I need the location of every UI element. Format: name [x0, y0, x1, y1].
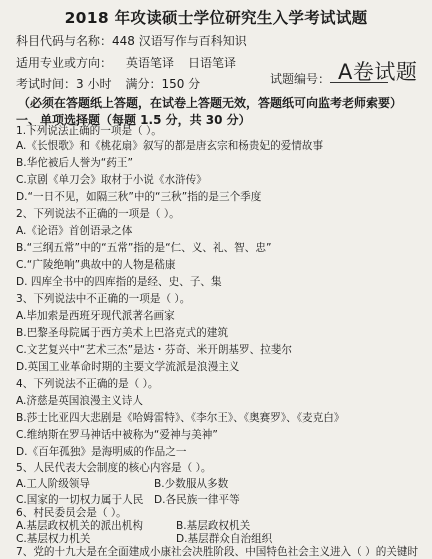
- question-5-option-d: D.各民族一律平等: [154, 494, 240, 506]
- subject-line: 科目代码与名称：448 汉语写作与百科知识: [16, 34, 247, 48]
- question-1-option-a: A.《长恨歌》和《桃花扇》叙写的都是唐玄宗和杨贵妃的爱情故事: [16, 140, 324, 152]
- major-label: 适用专业或方向：: [16, 56, 113, 70]
- question-1-option-b: B.华佗被后人誉为“药王”: [16, 157, 133, 169]
- question-3-option-c: C.文艺复兴中“艺术三杰”是达・芬奇、米开朗基罗、拉斐尔: [16, 344, 292, 356]
- question-3-option-a: A.毕加索是西班牙现代派著名画家: [16, 310, 175, 322]
- question-6-stem: 6、村民委员会是（ ）。: [16, 507, 127, 519]
- exam-title: 2018 年攻读硕士学位研究生入学考试试题: [64, 9, 368, 27]
- question-3-stem: 3、下列说法中不正确的一项是（ ）。: [16, 293, 191, 305]
- question-4-option-c: C.维纳斯在罗马神话中被称为“爱神与美神”: [16, 429, 218, 441]
- question-3-option-d: D.英国工业革命时期的主要文学流派是浪漫主义: [16, 361, 240, 373]
- question-6-option-c: C.基层权力机关: [16, 533, 91, 545]
- major-line: [16, 54, 236, 71]
- question-4-option-b: B.莎士比亚四大悲剧是《哈姆雷特》、《李尔王》、《奥赛罗》、《麦克白》: [16, 412, 345, 424]
- question-5-option-a: A.工人阶级领导: [16, 478, 90, 490]
- question-2-option-c: C.“广陵绝响”典故中的人物是嵇康: [16, 259, 176, 271]
- question-3-option-b: B.巴黎圣母院属于西方美术上巴洛克式的建筑: [16, 327, 228, 339]
- question-6-option-b: B.基层政权机关: [176, 520, 251, 532]
- question-5-option-c: C.国家的一切权力属于人民: [16, 494, 144, 506]
- exam-notice: （必须在答题纸上答题，在试卷上答题无效，答题纸可向监考老师索要）: [18, 96, 403, 110]
- question-5-stem: 5、人民代表大会制度的核心内容是（ ）。: [16, 462, 212, 474]
- question-1-option-c: C.京剧《单刀会》取材于小说《水浒传》: [16, 174, 207, 186]
- question-1-option-d: D.“一日不见，如隔三秋”中的“三秋”指的是三个季度: [16, 191, 262, 203]
- question-7-stem: 7、党的十九大是在全面建成小康社会决胜阶段、中国特色社会主义进入（ ）的关键时: [16, 546, 419, 558]
- question-5-option-b: B.少数服从多数: [154, 478, 229, 490]
- exam-time: 考试时间：3 小时: [16, 77, 112, 91]
- question-4-option-d: D.《百年孤独》是海明威的作品之一: [16, 446, 187, 458]
- question-1-stem: 1.下列说法正确的一项是（ ）。: [16, 125, 162, 137]
- exam-score: 满分：150 分: [125, 77, 201, 91]
- question-2-option-d: D. 四库全书中的四库指的是经、史、子、集: [16, 276, 222, 288]
- paper-code-label: 试题编号：: [270, 72, 331, 86]
- time-score-line: [16, 75, 200, 92]
- question-4-stem: 4、下列说法不正确的是（ ）。: [16, 378, 159, 390]
- question-6-option-d: D.基层群众自治组织: [176, 533, 273, 545]
- major-2: 日语笔译: [188, 56, 237, 70]
- section-title: 一、单项选择题（每题 1.5 分，共 30 分）: [16, 113, 251, 127]
- question-2-option-b: B.“三纲五常”中的“五常”指的是“仁、义、礼、智、忠”: [16, 242, 272, 254]
- question-2-option-a: A.《论语》首创语录之体: [16, 225, 133, 237]
- question-6-option-a: A.基层政权机关的派出机构: [16, 520, 143, 532]
- paper-type-stamp: A卷试题: [338, 60, 418, 84]
- major-1: 英语笔译: [126, 56, 175, 70]
- question-4-option-a: A.济慈是英国浪漫主义诗人: [16, 395, 143, 407]
- question-2-stem: 2、下列说法不正确的一项是（ ）。: [16, 208, 180, 220]
